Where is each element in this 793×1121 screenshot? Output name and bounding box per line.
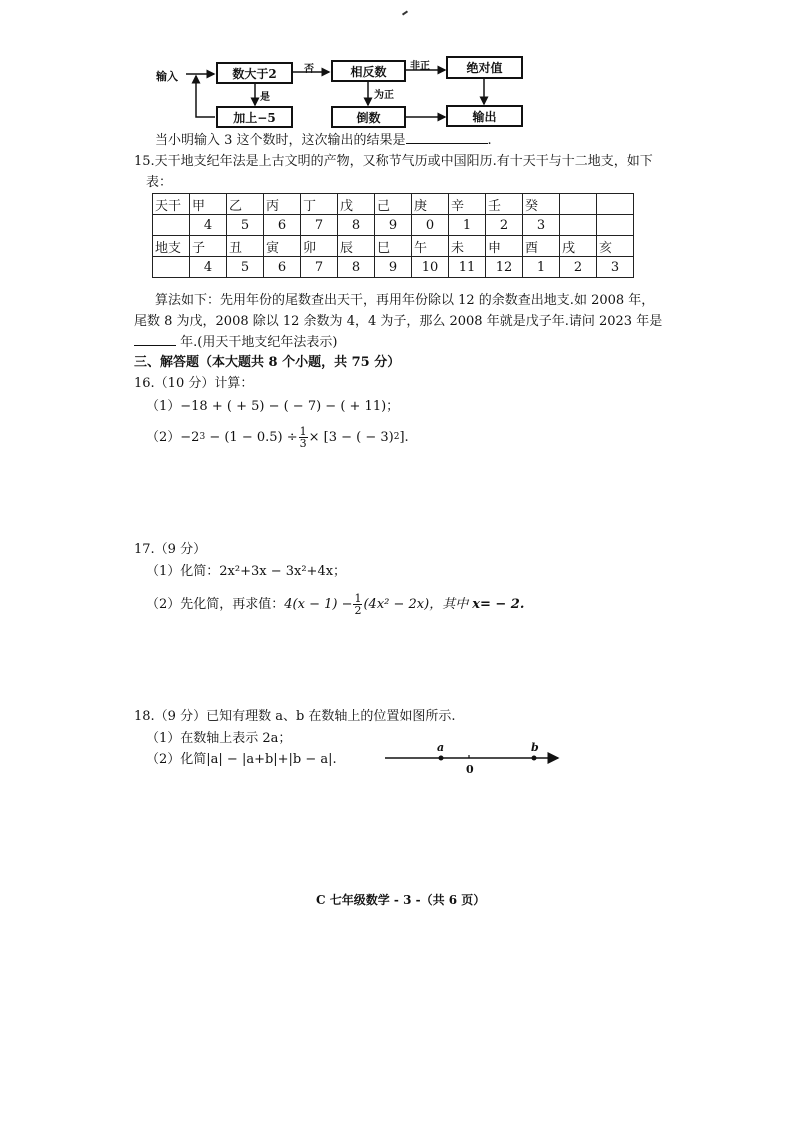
q17-title: 17.（9 分） <box>134 542 207 557</box>
table-cell: 2 <box>560 257 597 278</box>
section3-heading: 三、解答题（本大题共 8 个小题，共 75 分） <box>134 355 401 370</box>
table-cell: 10 <box>412 257 449 278</box>
q16-part2-exp: 3 <box>199 432 206 442</box>
q18-title: 18.（9 分）已知有理数 a、b 在数轴上的位置如图所示. <box>134 709 456 724</box>
q17-part2-label: （2）先化简，再求值： <box>146 597 285 612</box>
q14-question <box>155 131 492 149</box>
q16-part2-b: − (1 − 0.5) ÷ <box>205 430 298 445</box>
q14-end: . <box>487 133 492 148</box>
table-cell: 庚 <box>412 194 449 215</box>
table-cell <box>560 215 597 236</box>
q16-fraction-denominator: 3 <box>299 437 307 450</box>
table-cell: 8 <box>338 257 375 278</box>
number-line-label-a: a <box>437 741 445 754</box>
table-cell: 9 <box>375 215 412 236</box>
q17-part1: （1）化简：2x²+3x − 3x²+4x； <box>146 564 347 579</box>
page-footer: C 七年级数学 - 3 -（共 6 页） <box>316 893 486 907</box>
number-line-point-b <box>532 756 537 761</box>
table-cell: 3 <box>523 215 560 236</box>
q14-text: 当小明输入 3 这个数时，这次输出的结果是 <box>155 133 406 148</box>
q17-part2-b: (4x² − 2x)，其中 <box>363 597 469 612</box>
table-cell: 12 <box>486 257 523 278</box>
q18-part2: （2）化简|a| − |a+b|+|b − a|. <box>146 752 337 767</box>
table-cell: 5 <box>227 257 264 278</box>
table-row-tiangan <box>153 194 634 215</box>
table-cell: 0 <box>412 215 449 236</box>
number-line-point-a <box>439 756 444 761</box>
q17-fraction-denominator: 2 <box>354 604 362 617</box>
table-cell: 亥 <box>597 236 634 257</box>
table-cell: 辰 <box>338 236 375 257</box>
number-line-label-b: b <box>531 741 539 754</box>
q17-part2-a: 4(x − 1) − <box>284 597 353 612</box>
table-cell: 9 <box>375 257 412 278</box>
table-cell: 戌 <box>560 236 597 257</box>
q18-part1: （1）在数轴上表示 2a； <box>146 731 292 746</box>
q15-answer-blank[interactable] <box>134 333 176 346</box>
table-cell: 丑 <box>227 236 264 257</box>
q17-fraction <box>353 593 362 616</box>
table-cell: 3 <box>597 257 634 278</box>
table-cell: 1 <box>449 215 486 236</box>
q16-part2-c: × [3 − ( − 3) <box>308 430 394 445</box>
table-cell: 甲 <box>190 194 227 215</box>
flowchart-nonpositive-label: 非正 <box>410 61 430 72</box>
table-cell: 癸 <box>523 194 560 215</box>
table-cell: 6 <box>264 215 301 236</box>
table-cell: 地支 <box>153 236 190 257</box>
table-cell: 申 <box>486 236 523 257</box>
table-cell <box>153 215 190 236</box>
table-cell: 4 <box>190 257 227 278</box>
flowchart-opposite-box: 相反数 <box>331 60 406 82</box>
table-row-tiangan-numbers <box>153 215 634 236</box>
flowchart-yes-label: 是 <box>260 92 270 103</box>
table-cell: 天干 <box>153 194 190 215</box>
q16-part2 <box>146 426 409 449</box>
table-cell: 1 <box>523 257 560 278</box>
table-cell: 5 <box>227 215 264 236</box>
table-cell: 辛 <box>449 194 486 215</box>
q16-part2-label: （2） <box>146 430 181 445</box>
table-cell: 巳 <box>375 236 412 257</box>
q16-title: 16.（10 分）计算： <box>134 376 254 391</box>
q17-part2 <box>146 593 524 616</box>
table-cell: 子 <box>190 236 227 257</box>
flowchart-positive-label: 为正 <box>374 90 394 101</box>
flowchart-no-label: 否 <box>304 64 314 75</box>
q16-part2-d: ]. <box>399 430 409 445</box>
table-cell <box>153 257 190 278</box>
number-line-label-zero: 0 <box>466 763 474 776</box>
table-cell: 2 <box>486 215 523 236</box>
table-cell <box>597 194 634 215</box>
table-cell <box>597 215 634 236</box>
table-cell: 8 <box>338 215 375 236</box>
q15-algo-line1: 算法如下：先用年份的尾数查出天干，再用年份除以 12 的余数查出地支.如 2008 年， <box>155 293 655 308</box>
q15-intro-line1: 15.天干地支纪年法是上古文明的产物，又称节气历或中国阳历.有十天干与十二地支，如下 <box>134 154 653 169</box>
q15-algo-line2: 尾数 8 为戊，2008 除以 12 余数为 4，4 为子，那么 2008 年就是戊子年.请问 2023 年是 <box>134 314 663 329</box>
flowchart-add-box: 加上−5 <box>216 106 293 128</box>
flowchart-compare-box: 数大于2 <box>216 62 293 84</box>
table-cell: 午 <box>412 236 449 257</box>
flowchart-reciprocal-box: 倒数 <box>331 106 406 128</box>
table-cell <box>560 194 597 215</box>
q15-algo-line3-text: 年.(用天干地支纪年法表示) <box>180 335 338 350</box>
ganzhi-table <box>152 193 634 278</box>
table-cell: 丙 <box>264 194 301 215</box>
q17-part2-c: x= − 2. <box>472 597 525 612</box>
q16-part2-a: −2 <box>180 430 200 445</box>
table-row-dizhi-numbers <box>153 257 634 278</box>
q15-algo-line3 <box>134 333 337 351</box>
q16-fraction <box>299 426 308 449</box>
table-cell: 6 <box>264 257 301 278</box>
table-cell: 酉 <box>523 236 560 257</box>
table-cell: 未 <box>449 236 486 257</box>
table-cell: 7 <box>301 215 338 236</box>
table-cell: 11 <box>449 257 486 278</box>
table-cell: 7 <box>301 257 338 278</box>
table-row-dizhi <box>153 236 634 257</box>
flowchart-output-box: 输出 <box>446 105 523 127</box>
table-cell: 卯 <box>301 236 338 257</box>
table-cell: 壬 <box>486 194 523 215</box>
table-cell: 4 <box>190 215 227 236</box>
table-cell: 乙 <box>227 194 264 215</box>
flowchart-input-label: 输入 <box>156 70 178 83</box>
table-cell: 己 <box>375 194 412 215</box>
flowchart-abs-box: 绝对值 <box>446 56 523 79</box>
q16-part2-exp2: 2 <box>393 432 400 442</box>
q17-fraction-numerator: 1 <box>354 592 362 605</box>
q16-fraction-numerator: 1 <box>299 425 307 438</box>
q14-answer-blank[interactable] <box>406 131 488 144</box>
q15-intro-line2: 表： <box>146 175 173 190</box>
table-cell: 戊 <box>338 194 375 215</box>
q16-part1: （1）−18 + ( + 5) − ( − 7) − ( + 11)； <box>146 399 400 414</box>
table-cell: 寅 <box>264 236 301 257</box>
table-cell: 丁 <box>301 194 338 215</box>
